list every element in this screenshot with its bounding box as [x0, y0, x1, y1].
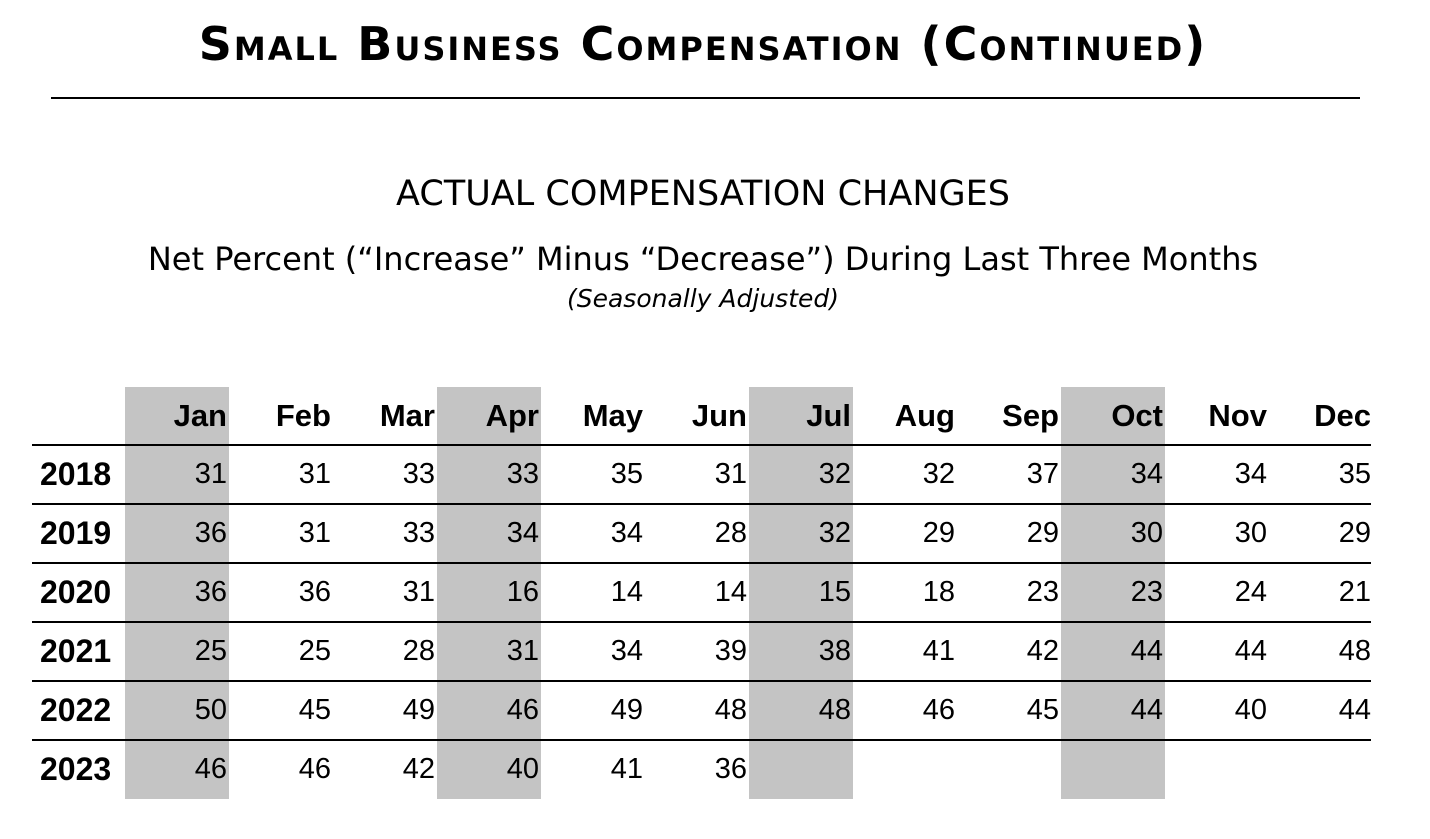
table-cell: 34	[1130, 458, 1163, 490]
table-cell: 18	[922, 576, 955, 608]
table-cell: 45	[298, 694, 331, 726]
table-cell: 30	[1234, 517, 1267, 549]
table-cell: 42	[1026, 635, 1059, 667]
page-title: Small Business Compensation (Continued)	[198, 17, 1208, 71]
table-cell: 28	[402, 635, 435, 667]
table-cell: 40	[506, 753, 539, 785]
table-cell: 31	[506, 635, 539, 667]
table-cell: 44	[1130, 635, 1163, 667]
table-cell: 32	[922, 458, 955, 490]
table-cell: 29	[922, 517, 955, 549]
table-cell: 36	[298, 576, 331, 608]
table-cell	[957, 740, 1061, 799]
table-cell: 46	[506, 694, 539, 726]
table-cell: 31	[298, 458, 331, 490]
table-cell: 36	[194, 576, 227, 608]
table-cell: 15	[818, 576, 851, 608]
table-cell: 29	[1338, 517, 1371, 549]
table-cell: 46	[922, 694, 955, 726]
table-heading: ACTUAL COMPENSATION CHANGES	[396, 174, 1010, 214]
table-cell: 44	[1234, 635, 1267, 667]
row-year-label: 2021	[40, 633, 112, 669]
table-cell: 49	[610, 694, 643, 726]
table-cell: 23	[1130, 576, 1163, 608]
table-cell: 29	[1026, 517, 1059, 549]
table-cell: 41	[922, 635, 955, 667]
table-cell: 34	[610, 517, 643, 549]
column-header: Jul	[806, 398, 851, 433]
table-grid	[32, 387, 1371, 799]
table-subheading: Net Percent (“Increase” Minus “Decrease”) During Last Three Months	[147, 240, 1259, 278]
table-cell: 14	[610, 576, 643, 608]
column-header: Jun	[691, 398, 747, 433]
column-header: Apr	[485, 398, 539, 433]
column-header: Oct	[1111, 398, 1163, 433]
column-header: Aug	[894, 398, 955, 433]
table-cell: 36	[194, 517, 227, 549]
table-cell: 40	[1234, 694, 1267, 726]
table-cell: 44	[1130, 694, 1163, 726]
title-divider	[51, 97, 1360, 99]
table-cell: 41	[610, 753, 643, 785]
table-cell: 35	[610, 458, 643, 490]
table-cell: 33	[506, 458, 539, 490]
table-cell: 25	[194, 635, 227, 667]
table-cell: 14	[714, 576, 747, 608]
table-cell: 33	[402, 517, 435, 549]
row-year-label: 2018	[40, 456, 112, 492]
table-cell: 34	[506, 517, 539, 549]
table-cell: 44	[1338, 694, 1371, 726]
seasonal-adjustment-note: (Seasonally Adjusted)	[566, 284, 840, 313]
table-cell: 32	[818, 517, 851, 549]
table-cell: 35	[1338, 458, 1371, 490]
column-header: Nov	[1208, 398, 1267, 433]
table-cell: 38	[818, 635, 851, 667]
table-cell: 46	[298, 753, 331, 785]
table-cell: 16	[506, 576, 539, 608]
table-cell	[749, 740, 853, 799]
compensation-table	[32, 387, 1371, 799]
table-cell: 32	[818, 458, 851, 490]
table-cell: 37	[1026, 458, 1059, 490]
row-year-label: 2023	[40, 751, 112, 787]
column-header: May	[582, 398, 643, 433]
table-cell: 30	[1130, 517, 1163, 549]
column-header: Feb	[275, 398, 331, 433]
table-cell	[853, 740, 957, 799]
table-cell: 34	[610, 635, 643, 667]
column-header: Jan	[173, 398, 227, 433]
table-cell: 34	[1234, 458, 1267, 490]
column-header: Mar	[379, 398, 435, 433]
corner-cell	[32, 387, 125, 445]
table-cell: 28	[714, 517, 747, 549]
column-header: Dec	[1314, 398, 1371, 433]
row-year-label: 2019	[40, 515, 112, 551]
table-cell: 48	[818, 694, 851, 726]
row-year-label: 2020	[40, 574, 112, 610]
table-cell: 31	[194, 458, 227, 490]
table-cell: 49	[402, 694, 435, 726]
table-cell: 24	[1234, 576, 1267, 608]
table-cell: 33	[402, 458, 435, 490]
table-cell: 31	[298, 517, 331, 549]
table-cell: 39	[714, 635, 747, 667]
table-cell: 46	[194, 753, 227, 785]
table-cell: 48	[714, 694, 747, 726]
table-cell	[1269, 740, 1373, 799]
table-cell	[1165, 740, 1269, 799]
table-cell: 36	[714, 753, 747, 785]
row-year-label: 2022	[40, 692, 112, 728]
column-header: Sep	[1002, 398, 1059, 433]
table-cell: 21	[1338, 576, 1371, 608]
table-cell	[1061, 740, 1165, 799]
table-cell: 48	[1338, 635, 1371, 667]
table-cell: 23	[1026, 576, 1059, 608]
table-cell: 31	[402, 576, 435, 608]
table-cell: 31	[714, 458, 747, 490]
table-cell: 50	[194, 694, 227, 726]
table-cell: 25	[298, 635, 331, 667]
table-cell: 42	[402, 753, 435, 785]
table-cell: 45	[1026, 694, 1059, 726]
